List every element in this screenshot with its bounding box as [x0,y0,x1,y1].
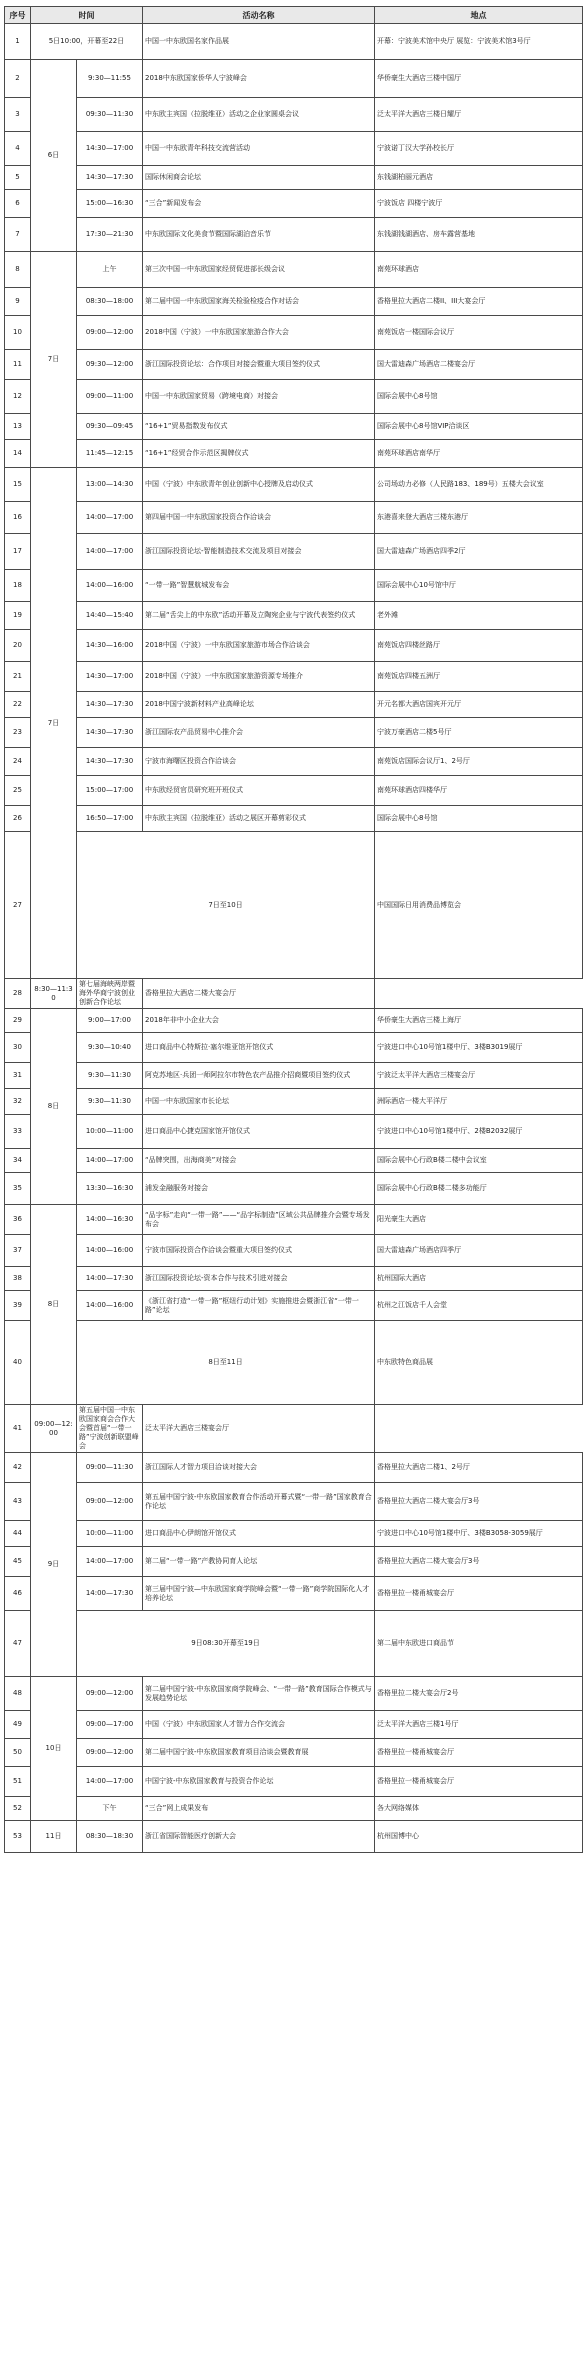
time-cell: 15:00—16:30 [77,190,143,218]
table-row [5,166,583,190]
table-row [5,1267,583,1291]
time-cell: 14:00—16:00 [77,1235,143,1267]
table-row [5,252,583,288]
table-row [5,776,583,806]
activity-name: 宁波市国际投资合作洽谈会暨重大项目签约仪式 [143,1235,375,1267]
table-row [5,1089,583,1115]
table-row [5,1235,583,1267]
row-number: 1 [5,24,31,60]
venue-cell: 国际会展中心行政B楼二楼多功能厅 [375,1173,583,1205]
venue-cell: 宁波泛太平洋大酒店三楼宴会厅 [375,1063,583,1089]
activity-name: 中东欧经贸官员研究班开班仪式 [143,776,375,806]
row-number: 22 [5,692,31,718]
table-row [5,24,583,60]
row-number: 4 [5,132,31,166]
venue-cell: 香格里拉一楼甬城宴会厅 [375,1739,583,1767]
venue-cell: 泛太平洋大酒店三楼日耀厅 [375,98,583,132]
row-number: 39 [5,1291,31,1321]
venue-cell: 东钱湖柏丽元酒店 [375,166,583,190]
venue-cell: 杭州国博中心 [375,1821,583,1853]
time-cell: 14:00—17:00 [77,534,143,570]
activity-name: 第七届海峡两岸暨海外华商宁波创业创新合作论坛 [77,979,143,1009]
venue-cell: 南苑环球酒店 [375,252,583,288]
venue-cell: 宁波饭店 四楼宁波厅 [375,190,583,218]
activity-name: 中东欧特色商品展 [375,1321,583,1405]
table-row [5,602,583,630]
venue-cell: 国际会展中心10号馆中厅 [375,570,583,602]
table-row [5,1483,583,1521]
activity-name: 2018中国（宁波）一中东欧国家旅游合作大会 [143,316,375,350]
table-row [5,380,583,414]
row-number: 24 [5,748,31,776]
time-cell: 09:00—12:00 [77,1483,143,1521]
activity-name: 浙江国际投资论坛-资本合作与技术引进对接会 [143,1267,375,1291]
time-cell: 14:30—16:00 [77,630,143,662]
venue-cell: 宁波进口中心10号馆1楼中厅、3楼B3058-3059展厅 [375,1521,583,1547]
table-row [5,316,583,350]
time-cell: 上午 [77,252,143,288]
table-row [5,1711,583,1739]
venue-cell: 华侨豪生大酒店三楼中国厅 [375,60,583,98]
time-cell: 9:30—10:40 [77,1033,143,1063]
day-cell: 11日 [31,1821,77,1853]
row-number: 12 [5,380,31,414]
time-cell: 8日至11日 [77,1321,375,1405]
table-row [5,1521,583,1547]
row-number: 18 [5,570,31,602]
activity-name: “品字标”走向“一带一路”——“品字标制造”区域公共品牌推介会暨专场发布会 [143,1205,375,1235]
time-cell: 8:30—11:30 [31,979,77,1009]
row-number: 50 [5,1739,31,1767]
row-number: 2 [5,60,31,98]
activity-name: 宁波市海曙区投资合作洽谈会 [143,748,375,776]
row-number: 26 [5,806,31,832]
table-row [5,748,583,776]
venue-cell: 国际会展中心行政B楼二楼中会议室 [375,1149,583,1173]
table-row [5,979,583,1009]
header-name: 活动名称 [143,7,375,24]
time-cell: 09:00—12:00 [77,1739,143,1767]
header-time: 时间 [31,7,143,24]
activity-name: 《浙江省打造“一带一路”枢纽行动计划》实施推进会暨浙江省“一带一路”论坛 [143,1291,375,1321]
venue-cell: 宁波诺丁汉大学孙校长厅 [375,132,583,166]
activity-name: 进口商品中心特斯拉·塞尔维亚馆开馆仪式 [143,1033,375,1063]
venue-cell: 老外滩 [375,602,583,630]
activity-name: 第五届中国宁波-中东欧国家教育合作活动开幕式暨“一带一路”国家教育合作论坛 [143,1483,375,1521]
row-number: 8 [5,252,31,288]
activity-name: 第二届中国一中东欧国家海关检验检疫合作对话会 [143,288,375,316]
venue-cell: 香格里拉大酒店二楼大宴会厅3号 [375,1483,583,1521]
row-number: 52 [5,1797,31,1821]
activity-name: 中国（宁波）中东欧青年创业创新中心授牌及启动仪式 [143,468,375,502]
activity-name: 第二届“舌尖上的中东欧”活动开幕及立陶宛企业与宁波代表签约仪式 [143,602,375,630]
table-row [5,1677,583,1711]
time-cell: 14:00—16:00 [77,570,143,602]
time-cell: 09:30—09:45 [77,414,143,440]
time-cell: 09:00—12:00 [77,1677,143,1711]
venue-cell: 南苑饭店国际会议厅1、2号厅 [375,748,583,776]
table-row [5,692,583,718]
activity-name: “一带一路”智慧航城发布会 [143,570,375,602]
venue-cell: 香格里拉大酒店二楼1、2号厅 [375,1453,583,1483]
activity-name: 中东欧主宾国（拉脱维亚）活动之展区开幕剪彩仪式 [143,806,375,832]
activity-name: 第三届中国宁波—中东欧国家商学院峰会暨“一带一路”商学院国际化人才培养论坛 [143,1577,375,1611]
row-number: 36 [5,1205,31,1235]
venue-cell: 阳光豪生大酒店 [375,1205,583,1235]
row-number: 13 [5,414,31,440]
schedule-body [5,24,583,1853]
activity-name: 国际休闲商会论坛 [143,166,375,190]
time-cell: 9:30—11:55 [77,60,143,98]
time-cell: 13:30—16:30 [77,1173,143,1205]
table-row [5,1063,583,1089]
venue-cell: 泛太平洋大酒店三楼1号厅 [375,1711,583,1739]
activity-name: 第二届中国宁波-中东欧国家商学院峰会、“一带一路”教育国际合作模式与发展趋势论坛 [143,1677,375,1711]
table-row [5,350,583,380]
row-number: 43 [5,1483,31,1521]
venue-cell: 杭州之江饭店千人会堂 [375,1291,583,1321]
activity-name: 浙江国际人才智力项目洽谈对接大会 [143,1453,375,1483]
day-cell: 8日 [31,1205,77,1405]
time-cell: 14:30—17:00 [77,132,143,166]
time-cell: 10:00—11:00 [77,1521,143,1547]
row-number: 37 [5,1235,31,1267]
activity-name: “16+1”贸易指数发布仪式 [143,414,375,440]
venue-cell: 香格里拉大酒店二楼大宴会厅3号 [375,1547,583,1577]
table-row [5,60,583,98]
activity-name: 中国一中东欧国名家作品展 [143,24,375,60]
activity-name: 浦发金融服务对接会 [143,1173,375,1205]
table-row [5,1453,583,1483]
activity-name: 中国（宁波）中东欧国家人才智力合作交流会 [143,1711,375,1739]
activity-name: 2018年非中小企业大会 [143,1009,375,1033]
activity-name: 浙江国际投资论坛-智能制造技术交流及项目对接会 [143,534,375,570]
table-row [5,832,583,979]
time-cell: 09:00—12:00 [31,1405,77,1453]
venue-cell: 东港喜来登大酒店三楼东港厅 [375,502,583,534]
table-row [5,806,583,832]
header-no: 序号 [5,7,31,24]
row-number: 14 [5,440,31,468]
table-row [5,1115,583,1149]
time-cell: 14:00—16:30 [77,1205,143,1235]
activity-name: 第四届中国一中东欧国家投资合作洽谈会 [143,502,375,534]
row-number: 40 [5,1321,31,1405]
venue-cell: 香格里拉大酒店二楼II、III大宴会厅 [375,288,583,316]
activity-name: 第二届“一带一路”产教协同育人论坛 [143,1547,375,1577]
schedule-table [4,6,583,1853]
row-number: 34 [5,1149,31,1173]
table-row [5,1577,583,1611]
time-cell: 16:50—17:00 [77,806,143,832]
row-number: 32 [5,1089,31,1115]
table-row [5,1009,583,1033]
day-cell: 7日 [31,468,77,979]
venue-cell: 宁波进口中心10号馆1楼中厅、3楼B3019展厅 [375,1033,583,1063]
activity-name: 阿克苏地区·兵团一师阿拉尔市特色农产品推介招商暨项目签约仪式 [143,1063,375,1089]
time-cell: 7日至10日 [77,832,375,979]
day-cell: 8日 [31,1009,77,1205]
venue-cell: 泛太平洋大酒店三楼宴会厅 [143,1405,375,1453]
venue-cell: 香格里拉大酒店二楼大宴会厅 [143,979,375,1009]
time-cell: 09:00—17:00 [77,1711,143,1739]
table-row [5,190,583,218]
activity-name: 第二届中国宁波-中东欧国家教育项目洽谈会暨教育展 [143,1739,375,1767]
venue-cell: 香格里拉一楼甬城宴会厅 [375,1577,583,1611]
table-row [5,1767,583,1797]
activity-name: 进口商品中心捷克国家馆开馆仪式 [143,1115,375,1149]
row-number: 49 [5,1711,31,1739]
time-cell: 9:30—11:30 [77,1089,143,1115]
row-number: 38 [5,1267,31,1291]
row-number: 7 [5,218,31,252]
table-row [5,468,583,502]
table-row [5,132,583,166]
row-number: 17 [5,534,31,570]
activity-name: 2018中国（宁波）一中东欧国家旅游市场合作洽谈会 [143,630,375,662]
table-row [5,1821,583,1853]
venue-cell: 杭州国际大酒店 [375,1267,583,1291]
venue-cell: 香格里拉二楼大宴会厅2号 [375,1677,583,1711]
row-number: 15 [5,468,31,502]
time-cell: 09:30—11:30 [77,98,143,132]
table-row [5,440,583,468]
row-number: 51 [5,1767,31,1797]
time-cell: 14:00—17:30 [77,1267,143,1291]
table-row [5,502,583,534]
time-cell: 14:00—17:00 [77,1547,143,1577]
time-cell: 14:30—17:00 [77,662,143,692]
day-cell: 9日 [31,1453,77,1677]
activity-name: 2018中东欧国家侨华人宁波峰会 [143,60,375,98]
table-row [5,218,583,252]
row-number: 29 [5,1009,31,1033]
venue-cell: 东钱湖钱湖酒店、房车露营基地 [375,218,583,252]
venue-cell: 国大雷迪森广场酒店四季2厅 [375,534,583,570]
table-row [5,1739,583,1767]
time-cell: 14:00—16:00 [77,1291,143,1321]
time-cell: 14:40—15:40 [77,602,143,630]
row-number: 20 [5,630,31,662]
time-cell: 09:00—11:30 [77,1453,143,1483]
row-number: 31 [5,1063,31,1089]
time-cell: 09:00—11:00 [77,380,143,414]
row-number: 53 [5,1821,31,1853]
activity-name: 中国一中东欧青年科技交流营活动 [143,132,375,166]
day-cell: 6日 [31,60,77,252]
row-number: 45 [5,1547,31,1577]
table-row [5,570,583,602]
table-row [5,1205,583,1235]
activity-name: 浙江省国际智能医疗创新大会 [143,1821,375,1853]
table-row [5,718,583,748]
row-number: 5 [5,166,31,190]
activity-name: 中国宁波-中东欧国家教育与投资合作论坛 [143,1767,375,1797]
row-number: 9 [5,288,31,316]
venue-cell: 南苑环球酒店四楼华厅 [375,776,583,806]
time-cell: 14:00—17:00 [77,1767,143,1797]
venue-cell: 华侨豪生大酒店三楼上海厅 [375,1009,583,1033]
time-cell: 5日10:00，开幕至22日 [31,24,143,60]
table-row [5,1797,583,1821]
time-cell: 10:00—11:00 [77,1115,143,1149]
table-row [5,1547,583,1577]
activity-name: 中东欧国际文化美食节暨国际湖泊音乐节 [143,218,375,252]
row-number: 27 [5,832,31,979]
venue-cell: 开幕：宁波美术馆中央厅 展览：宁波美术馆3号厅 [375,24,583,60]
time-cell: 14:30—17:30 [77,718,143,748]
venue-cell: 国际会展中心8号馆 [375,380,583,414]
table-row [5,98,583,132]
venue-cell: 各大网络媒体 [375,1797,583,1821]
time-cell: 09:00—12:00 [77,316,143,350]
row-number: 11 [5,350,31,380]
time-cell: 08:30—18:00 [77,288,143,316]
activity-name: 中国国际日用消费品博览会 [375,832,583,979]
table-row [5,1321,583,1405]
venue-cell: 国际会展中心8号馆VIP洽谈区 [375,414,583,440]
table-row [5,1149,583,1173]
header-venue: 地点 [375,7,583,24]
time-cell: 9日08:30开幕至19日 [77,1611,375,1677]
time-cell: 下午 [77,1797,143,1821]
table-row [5,662,583,692]
row-number: 33 [5,1115,31,1149]
row-number: 25 [5,776,31,806]
activity-name: 第二届中东欧进口商品节 [375,1611,583,1677]
row-number: 35 [5,1173,31,1205]
table-row [5,534,583,570]
time-cell: 14:30—17:30 [77,166,143,190]
row-number: 41 [5,1405,31,1453]
row-number: 10 [5,316,31,350]
venue-cell: 宁波万豪酒店二楼5号厅 [375,718,583,748]
row-number: 28 [5,979,31,1009]
venue-cell: 国大雷迪森广场酒店二楼宴会厅 [375,350,583,380]
row-number: 48 [5,1677,31,1711]
activity-name: 中东欧主宾国（拉脱维亚）活动之企业家圆桌会议 [143,98,375,132]
row-number: 44 [5,1521,31,1547]
time-cell: 09:30—12:00 [77,350,143,380]
venue-cell: 国际会展中心8号馆 [375,806,583,832]
venue-cell: 南苑饭店一楼国际会议厅 [375,316,583,350]
time-cell: 11:45—12:15 [77,440,143,468]
activity-name: 中国一中东欧国家市长论坛 [143,1089,375,1115]
activity-name: “品牌突围，出海商美”对接会 [143,1149,375,1173]
venue-cell: 南苑环球酒店南华厅 [375,440,583,468]
venue-cell: 洲际酒店一楼大平洋厅 [375,1089,583,1115]
header-row [5,7,583,24]
row-number: 42 [5,1453,31,1483]
table-row [5,1033,583,1063]
time-cell: 9:00—17:00 [77,1009,143,1033]
row-number: 47 [5,1611,31,1677]
table-row [5,1173,583,1205]
row-number: 30 [5,1033,31,1063]
table-row [5,1291,583,1321]
time-cell: 9:30—11:30 [77,1063,143,1089]
activity-name: 第五届中国一中东欧国家商会合作大会暨首届“一带一路”宁波创新联盟峰会 [77,1405,143,1453]
table-row [5,414,583,440]
time-cell: 14:00—17:30 [77,1577,143,1611]
activity-name: 进口商品中心伊朗馆开馆仪式 [143,1521,375,1547]
time-cell: 17:30—21:30 [77,218,143,252]
venue-cell: 公司场动力必修（人民路183、189号）五楼大会议室 [375,468,583,502]
activity-name: “16+1”经贸合作示范区揭牌仪式 [143,440,375,468]
day-cell: 10日 [31,1677,77,1821]
row-number: 19 [5,602,31,630]
time-cell: 08:30—18:30 [77,1821,143,1853]
time-cell: 14:30—17:30 [77,748,143,776]
table-row [5,288,583,316]
activity-name: “三合”新闻发布会 [143,190,375,218]
venue-cell: 开元名都大酒店国宾开元厅 [375,692,583,718]
row-number: 21 [5,662,31,692]
row-number: 16 [5,502,31,534]
table-row [5,1611,583,1677]
venue-cell: 宁波进口中心10号馆1楼中厅、2楼B2032展厅 [375,1115,583,1149]
venue-cell: 南苑饭店四楼五洲厅 [375,662,583,692]
activity-name: 2018中国（宁波）一中东欧国家旅游资源专场推介 [143,662,375,692]
venue-cell: 南苑饭店四楼丝路厅 [375,630,583,662]
day-cell: 7日 [31,252,77,468]
row-number: 3 [5,98,31,132]
venue-cell: 国大雷迪森广场酒店四季厅 [375,1235,583,1267]
activity-name: 2018中国宁波新材料产业高峰论坛 [143,692,375,718]
table-row [5,1405,583,1453]
venue-cell: 香格里拉一楼甬城宴会厅 [375,1767,583,1797]
activity-name: 浙江国际投资论坛：合作项目对接会暨重大项目签约仪式 [143,350,375,380]
activity-name: 第三次中国一中东欧国家经贸促进部长级会议 [143,252,375,288]
table-row [5,630,583,662]
time-cell: 15:00—17:00 [77,776,143,806]
time-cell: 14:30—17:30 [77,692,143,718]
activity-name: 中国一中东欧国家贸易（跨境电商）对接会 [143,380,375,414]
time-cell: 14:00—17:00 [77,502,143,534]
activity-name: 浙江国际农产品贸易中心推介会 [143,718,375,748]
time-cell: 14:00—17:00 [77,1149,143,1173]
row-number: 23 [5,718,31,748]
row-number: 6 [5,190,31,218]
activity-name: “三合”网上成果发布 [143,1797,375,1821]
time-cell: 13:00—14:30 [77,468,143,502]
row-number: 46 [5,1577,31,1611]
